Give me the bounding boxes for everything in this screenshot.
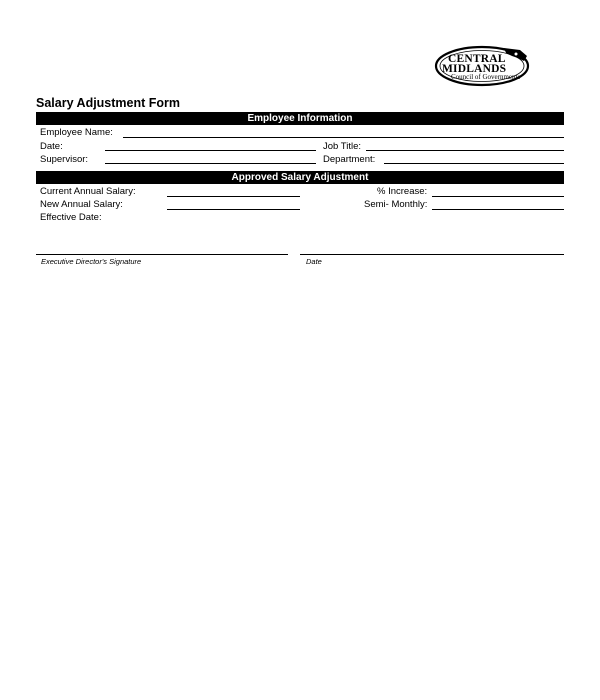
job-title-field[interactable] xyxy=(366,150,564,151)
signature-date-caption: Date xyxy=(306,257,322,266)
supervisor-field[interactable] xyxy=(105,163,316,164)
employee-name-label: Employee Name: xyxy=(40,127,113,138)
supervisor-label: Supervisor: xyxy=(40,154,89,165)
date-label: Date: xyxy=(40,141,63,152)
logo-text-central: CENTRAL xyxy=(448,53,506,65)
organization-logo xyxy=(434,44,534,88)
semi-monthly-label: Semi- Monthly: xyxy=(364,199,428,210)
percent-increase-label: % Increase: xyxy=(377,186,428,197)
department-field[interactable] xyxy=(384,163,564,164)
signature-date-field[interactable] xyxy=(300,254,564,255)
date-field[interactable] xyxy=(105,150,316,151)
department-label: Department: xyxy=(323,154,376,165)
current-annual-salary-label: Current Annual Salary: xyxy=(40,186,136,197)
semi-monthly-field[interactable] xyxy=(432,209,564,210)
new-annual-salary-field[interactable] xyxy=(167,209,300,210)
form-title: Salary Adjustment Form xyxy=(36,96,181,110)
employee-name-field[interactable] xyxy=(123,137,564,138)
signature-field[interactable] xyxy=(36,254,288,255)
job-title-label: Job Title: xyxy=(323,141,362,152)
logo-text-council: Council of Governments xyxy=(451,73,521,81)
effective-date-label: Effective Date: xyxy=(40,212,102,223)
signature-caption: Executive Director's Signature xyxy=(41,257,142,266)
current-annual-salary-field[interactable] xyxy=(167,196,300,197)
section-header-approved-salary-adjustment: Approved Salary Adjustment xyxy=(36,171,564,184)
logo-text-midlands: MIDLANDS xyxy=(442,63,507,75)
new-annual-salary-label: New Annual Salary: xyxy=(40,199,123,210)
percent-increase-field[interactable] xyxy=(432,196,564,197)
section-header-employee-information: Employee Information xyxy=(36,112,564,125)
